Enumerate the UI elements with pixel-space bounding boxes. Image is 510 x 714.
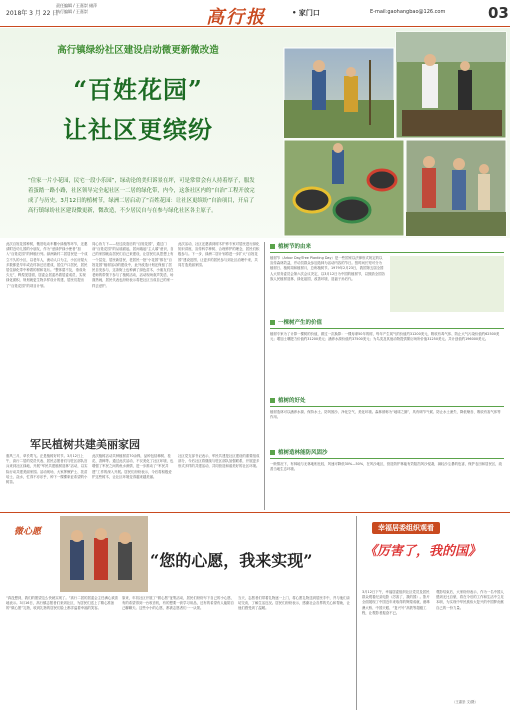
story-lead: “住家一片小花园，民宅一段小乐园”，绿动论的美归诉景在坪，可是常常会有人持着厚子，服发着蛋踏一路小路，社区领导完全起社区一二居的绿化带，内今，这条社区内的“自治”工程开放完成了与历史。3月12日的植树节，绿洲二居启动了“百姓花园：让社区更缤纷”自治项目，开启了高行镇绿纷社区建设微更新，微改造，不少居民自与在参与绿化社区各主原子。 xyxy=(28,178,255,214)
editors-line-2: 执行编辑 / 王嘉崇 xyxy=(56,9,88,14)
section-name: • 家门口 xyxy=(292,9,320,17)
sidebar-heading-2-label: 一棵树产生的价值 xyxy=(278,320,323,326)
sidebar-para-1a: 植树节（Arbor Day/Tree Planting Day）是一些国家以法律形式规定的以宣传森林效益，并动员群众参加造林为活动内容的节日。按时间长短可分为植树日、植树周和植树月，总称植树节。1979年2月23日，我国第五届全国人大常务委员会第六次会议决定，以3月12日为中国的植树节，以鼓励全国各族人民植树造林，绿化祖国，改善环境，造福子孙后代。 xyxy=(270,256,385,281)
contact-email: E-mail:gaohangbao@126.com xyxy=(370,9,446,15)
newspaper-logo: 高行报 xyxy=(206,7,266,28)
photo-residents xyxy=(406,140,506,236)
section2-title: 军民植树共建美丽家园 xyxy=(30,438,140,451)
photo-credit: （王嘉崇 文/摄） xyxy=(452,700,478,704)
issue-date: 2018年 3 月 22 日 xyxy=(6,10,59,17)
right-story-col-2: 观影结束后，大家纷纷表示，作为一名中国人感到无比自豪，将在今后的工作和生活中立足本职，为实现中华民族伟大复兴的中国梦贡献自己的一份力量。 xyxy=(436,590,504,610)
micro-wish-logo: 微心愿 xyxy=(14,527,42,537)
right-story-title: 《厉害了，我的国》 xyxy=(364,544,482,559)
bottom-story-col-2: 原来，年初社区开展了“微心愿”征集活动，居民们纷纷写下自己的小心愿，有的希望得到一台收音机，有的想要一套学习用品，还有的希望有人能陪自己聊聊天。这些小小的心愿，都被志愿者们一一认领。 xyxy=(122,596,234,611)
editors-line-1: 责任编辑 / 王嘉崇 储萍 xyxy=(56,3,98,8)
sidebar-heading-1-label: 植树节的由来 xyxy=(278,244,312,250)
sidebar-photo-tree xyxy=(390,256,504,312)
story-body-col-3: 此次活动，社区还邀请到树木护养专家对居民进行绿化知识讲座，宣传科学种树、合理养护的理念，居民们积极参与。下一步，绿洲二居计划将进一步扩大“百姓花园”建设范围，让更多的居民参与到社区治理中来，共同打造美丽家园。 xyxy=(178,242,260,267)
right-story-col-1: 3月12日下午，幸福居委组织社区党员及居民群众观看纪录电影《厉害了，我的国》。影片全面展现了中国近年来取得的辉煌成就，港珠澳大桥、中国天眼、“复兴号”高铁等超级工程，让观影者振奋不已。 xyxy=(362,590,430,615)
photo-volunteers xyxy=(60,516,148,592)
sidebar-para-4: 一般情况下，有林地与无林地相比较，风速可降低30%—50%，在风沙地区，营造防护林能有效阻挡风沙侵袭，减轻沙尘暴的危害，保护农田和居民区，改善当地生态环境。 xyxy=(270,462,503,472)
right-story-banner: 幸福居委组织观看 xyxy=(372,522,440,534)
photo-planting-2 xyxy=(396,32,506,138)
square-bullet-icon xyxy=(270,398,275,403)
bottom-story-title: “您的心愿，我来实现” xyxy=(150,551,313,570)
page-number: 03 xyxy=(488,4,509,22)
section2-body-col-2: 此次植树活动共种植树苗70余株，品种包括樟树、桂花、香樟等。通过此次活动，不仅美化了社区环境，也增强了军民之间的鱼水深情，进一步推动了“军民共建”工作的深入开展。居民们纷纷表示，今后将积极爱护这些树木，让社区环境变得越来越美丽。 xyxy=(92,454,174,479)
square-bullet-icon xyxy=(270,320,275,325)
section2-body-col-1: 惠风三月，草长莺飞。正是植树好时节。3月12日上午，高行二居的党员代表、居民志愿者们与驻区部队官兵来到社区绿地，开展“军民共建植树造林”活动，以实际行动共建美丽家园。活动现场，大家挥锹铲土、扶苗培土、浇水，忙得不亦乐乎，种下一棵棵象征希望的小树苗。 xyxy=(6,454,88,485)
story-body-col-2: 同心协力下——经过改造后的“百姓花园”，通过门前“百姓花园”的从墙面起，居间墙起“主人翁”意识，自己的家园就由居民们自己来建设，让居民们从思想上有一个层变，居民新居民，老居民一批“小花园”都在“百姓花园”植树活动的建设中，此外改造计划还保留了居民自发参与，这条街上也种满了绿色苗木，小朋友们在老师的带领下参与了植树活动，活动现场欢声笑语，场面热闹，居民代表也纷纷表示将把社区当成自己的家一样去爱护。 xyxy=(92,242,174,288)
bottom-column-divider xyxy=(356,516,357,710)
photo-planting-1 xyxy=(284,48,394,138)
square-bullet-icon xyxy=(270,450,275,455)
bottom-section-rule xyxy=(0,512,510,513)
sidebar-heading-1 xyxy=(270,242,504,253)
sidebar-para-3: 植树造林可以涵养水源、保持水土、防风固沙、净化空气、美化环境。森林被称为“地球之肺”，具有调节气候、防止水土流失、降低噪音、吸收有害气体等作用。 xyxy=(270,410,501,420)
story-body-col-1: 此次百姓花园种树，搬旧电动车棚小绿植等环节，还邀请附近幼儿园的小朋友，作为“爱绿护绿小使者”加入“百姓花园”的种植行列。绿洲新村二居居民是一个成立不久的小区，以老年人，流动人口为主，小区房屋大多数都是早年或农村拆迁后建成，居住户口居民，居民居住绿化带中种着的树和花坛。“整体碧不及，垂成朵久无”，辉煌见居面，居委会居委吊着居委成员，实现绿化面积，规划就更生物多样设计的建，居民们提出了“百姓花园”的项目计划。 xyxy=(6,242,88,288)
headline-line-2: 让社区更缤纷 xyxy=(63,115,213,144)
sidebar-heading-2 xyxy=(270,318,504,329)
sidebar-heading-4-label: 植树造林能防风固沙 xyxy=(278,450,328,456)
bottom-story-col-1: “真没想到，我们的愿望这么快就实现了。”高行二居的居委会主任满心欢喜地表示。3月16日，高行镇志愿者们来到社区，为居民们送上了精心准备的“微心愿”礼物，收到礼物的居民们脸上都洋溢着幸福的笑容。 xyxy=(6,596,118,611)
sidebar-para-2: 植树专家为了计算一棵树的价值，做过一次换算：一棵寿命50年的树，每年产生氧气的价值约31200美元，吸收有毒气体、防止大气污染价值约62500美元；增加土壤肥力价值约31200美元；涵养水源价值约37500美元；为鸟类及其他动物提供繁衍场所价值31250美元。共计创值约196000美元。 xyxy=(270,332,500,342)
square-bullet-icon xyxy=(270,244,275,249)
bottom-story-col-3: 当天，志愿者们带着礼物逐一上门，将心愿礼物送到居民手中，并与他们亲切交谈，了解生活近况。居民们纷纷表示，感谢社会各界的关心和帮助，让他们感受到了温暖。 xyxy=(238,596,350,611)
sidebar-heading-4 xyxy=(270,448,504,459)
headline-line-1: “百姓花园” xyxy=(73,75,203,104)
section2-body-col-3: 社区党支部书记表示，军民共建是社区建设的重要组成部分，今后社区将继续与驻区部队加强联系，开展更多形式多样的共建活动，共同营造和谐美好的社区环境。 xyxy=(178,454,260,469)
editors-credit xyxy=(56,3,97,15)
sidebar-heading-3 xyxy=(270,396,504,407)
column-divider xyxy=(264,242,265,510)
story-kicker: 高行镇绿纷社区建设启动微更新微改造 xyxy=(57,45,219,56)
sidebar-heading-3-label: 植树的好处 xyxy=(278,398,306,404)
photo-collage xyxy=(282,30,508,238)
photo-tire-planters xyxy=(284,140,404,236)
